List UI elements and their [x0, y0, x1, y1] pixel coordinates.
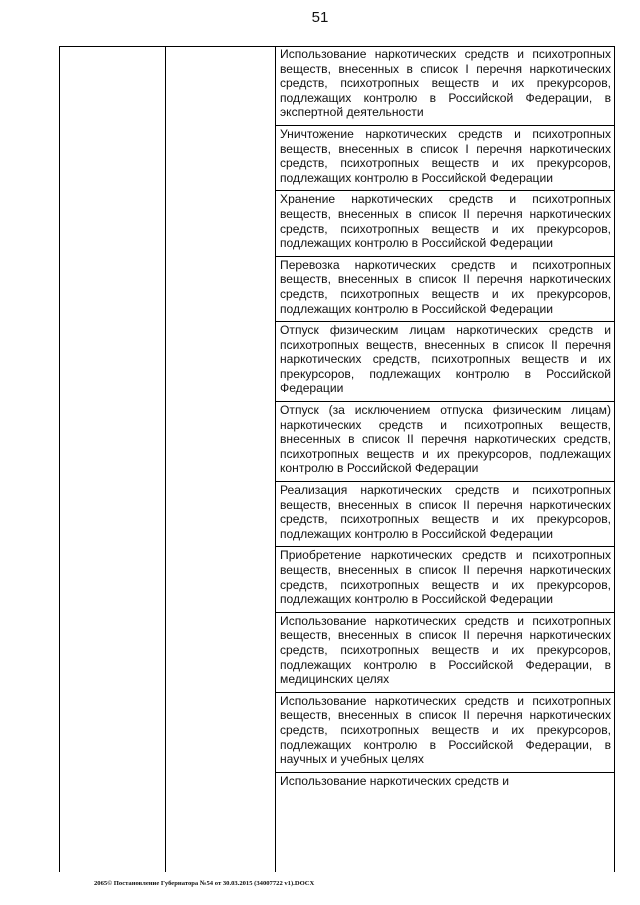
- table-cell: Использование наркотических средств и: [280, 773, 510, 788]
- table-cell: Использование наркотических средств и психотропных веществ, внесенных в список I перечня наркотических средств, психотропных веществ и их прекурсоров, подлежащих контролю в Российской Федерации, в экспертной деятельности: [275, 46, 615, 126]
- document-table: [0, 46, 640, 872]
- table-cell: Отпуск (за исключением отпуска физическим лицам) наркотических средств и психотропных веществ, внесенных в список II перечня наркотических средств, психотропных веществ и их прекурсоров, подлежащих контролю в Российской Федерации: [275, 402, 615, 482]
- table-cell: Хранение наркотических средств и психотропных веществ, внесенных в список II перечня наркотических средств, психотропных веществ и их прекурсоров, подлежащих контролю в Российской Федерации: [275, 191, 615, 256]
- table-cell: Использование наркотических средств и психотропных веществ, внесенных в список II перечня наркотических средств, психотропных веществ и их прекурсоров, подлежащих контролю в Российской Федерации, в научных и учебных целях: [275, 693, 615, 773]
- table-cell: Перевозка наркотических средств и психотропных веществ, внесенных в список II перечня наркотических средств, психотропных веществ и их прекурсоров, подлежащих контролю в Российской Федерации: [275, 257, 615, 322]
- table-cell: Приобретение наркотических средств и психотропных веществ, внесенных в список II перечня наркотических средств, психотропных веществ и их прекурсоров, подлежащих контролю в Российской Федерации: [275, 547, 615, 612]
- table-cell: Отпуск физическим лицам наркотических средств и психотропных веществ, внесенных в список II перечня наркотических средств, психотропных веществ и их прекурсоров, подлежащих контролю в Российской Федерации: [275, 322, 615, 402]
- page-number: 51: [311, 9, 329, 26]
- table-column-divider-1: [165, 46, 166, 872]
- document-footer: 2065© Постановление Губернатора №54 от 30.03.2015 (34007722 v1).DOCX: [94, 880, 315, 887]
- table-cell: Использование наркотических средств и психотропных веществ, внесенных в список II перечня наркотических средств, психотропных веществ и их прекурсоров, подлежащих контролю в Российской Федерации, в медицинских целях: [275, 613, 615, 693]
- table-cell: Уничтожение наркотических средств и психотропных веществ, внесенных в список I перечня наркотических средств, психотропных веществ и их прекурсоров, подлежащих контролю в Российской Федерации: [275, 126, 615, 191]
- table-cell: Реализация наркотических средств и психотропных веществ, внесенных в список II перечня наркотических средств, психотропных веществ и их прекурсоров, подлежащих контролю в Российской Федерации: [275, 482, 615, 547]
- table-border-left: [59, 46, 60, 872]
- activity-column: [275, 46, 615, 788]
